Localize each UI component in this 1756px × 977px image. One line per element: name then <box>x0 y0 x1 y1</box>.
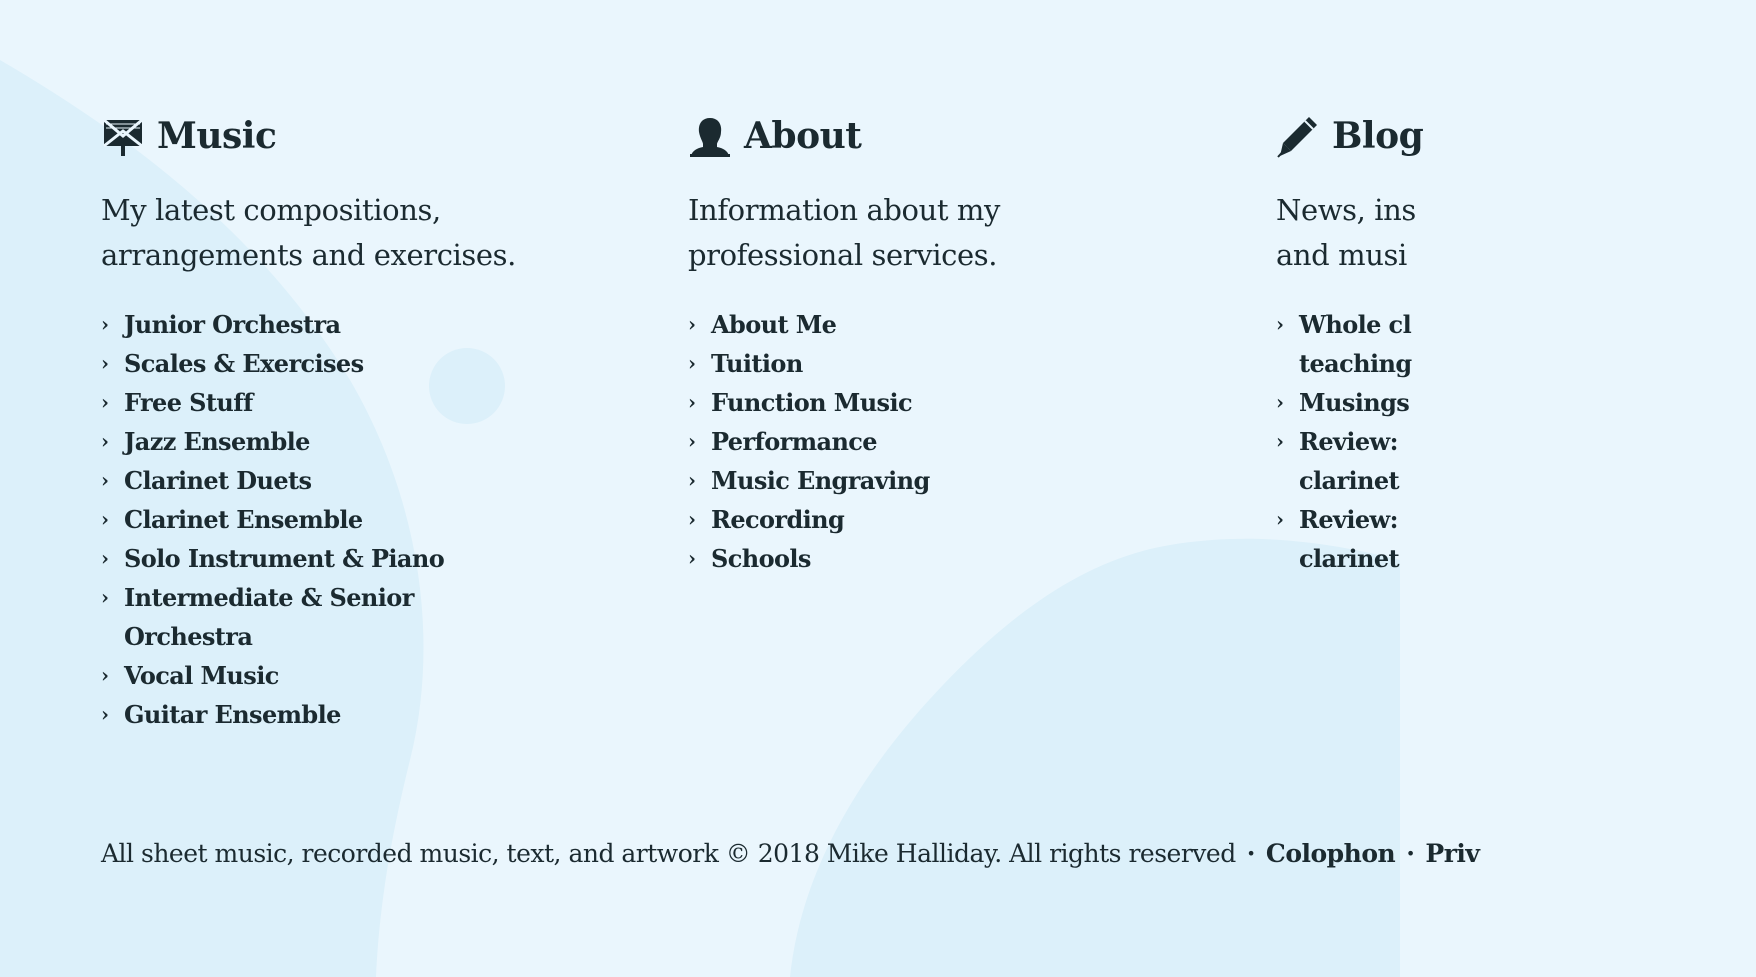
music-desc-line-1: My latest compositions, <box>101 193 441 227</box>
link-blog-post-1[interactable]: Whole cl teaching <box>1299 310 1412 378</box>
link-clarinet-duets[interactable]: Clarinet Duets <box>124 466 312 495</box>
chevron-right-icon: › <box>1276 312 1284 336</box>
link-intermediate-senior-orchestra[interactable]: Intermediate & Senior Orchestra <box>124 583 414 651</box>
separator-dot: · <box>1406 839 1415 868</box>
link-tuition[interactable]: Tuition <box>711 349 803 378</box>
separator-dot: · <box>1246 839 1255 868</box>
privacy-link[interactable]: Priv <box>1425 839 1480 868</box>
link-free-stuff[interactable]: Free Stuff <box>124 388 253 417</box>
blog-column <box>1276 108 1756 578</box>
list-item <box>688 422 1168 461</box>
chevron-right-icon: › <box>688 507 696 531</box>
blog-title: Blog <box>1332 115 1424 157</box>
list-item <box>688 383 1168 422</box>
about-title: About <box>744 115 862 157</box>
about-desc-line-1: Information about my <box>688 193 1001 227</box>
person-silhouette-icon <box>688 114 732 158</box>
list-item <box>101 539 581 578</box>
blog-heading[interactable] <box>1276 108 1756 164</box>
colophon-link[interactable]: Colophon <box>1265 839 1396 868</box>
chevron-right-icon: › <box>688 351 696 375</box>
chevron-right-icon: › <box>688 546 696 570</box>
chevron-right-icon: › <box>101 312 109 336</box>
music-heading[interactable] <box>101 108 581 164</box>
chevron-right-icon: › <box>101 663 109 687</box>
link-schools[interactable]: Schools <box>711 544 811 573</box>
link-clarinet-ensemble[interactable]: Clarinet Ensemble <box>124 505 363 534</box>
list-item <box>688 344 1168 383</box>
blog-description <box>1276 188 1756 278</box>
copyright-text: All sheet music, recorded music, text, and artwork © 2018 Mike Halliday. All rights reserved <box>101 839 1236 868</box>
list-item <box>688 539 1168 578</box>
list-item <box>1276 305 1756 383</box>
list-item <box>688 461 1168 500</box>
link-about-me[interactable]: About Me <box>711 310 837 339</box>
music-description <box>101 188 581 278</box>
blog-desc-line-2: and musi <box>1276 238 1407 272</box>
link-vocal-music[interactable]: Vocal Music <box>124 661 279 690</box>
chevron-right-icon: › <box>101 702 109 726</box>
blog-desc-line-1: News, ins <box>1276 193 1416 227</box>
list-item <box>101 344 581 383</box>
pen-icon <box>1276 114 1320 158</box>
list-item <box>1276 383 1756 422</box>
link-blog-post-2[interactable]: Musings <box>1299 388 1410 417</box>
chevron-right-icon: › <box>1276 390 1284 414</box>
about-description <box>688 188 1168 278</box>
chevron-right-icon: › <box>101 468 109 492</box>
chevron-right-icon: › <box>101 507 109 531</box>
chevron-right-icon: › <box>688 429 696 453</box>
link-blog-post-3[interactable]: Review: clarinet <box>1299 427 1400 495</box>
list-item <box>101 500 581 539</box>
link-recording[interactable]: Recording <box>711 505 845 534</box>
music-links-list <box>101 305 581 734</box>
list-item <box>101 461 581 500</box>
link-performance[interactable]: Performance <box>711 427 877 456</box>
link-scales-exercises[interactable]: Scales & Exercises <box>124 349 364 378</box>
link-function-music[interactable]: Function Music <box>711 388 913 417</box>
about-desc-line-2: professional services. <box>688 238 998 272</box>
about-links-list <box>688 305 1168 578</box>
chevron-right-icon: › <box>1276 429 1284 453</box>
music-title: Music <box>157 115 277 157</box>
list-item <box>1276 500 1756 578</box>
link-jazz-ensemble[interactable]: Jazz Ensemble <box>124 427 310 456</box>
about-heading[interactable] <box>688 108 1168 164</box>
link-blog-post-4[interactable]: Review: clarinet <box>1299 505 1400 573</box>
chevron-right-icon: › <box>688 468 696 492</box>
list-item <box>101 305 581 344</box>
music-desc-line-2: arrangements and exercises. <box>101 238 516 272</box>
link-solo-instrument-piano[interactable]: Solo Instrument & Piano <box>124 544 445 573</box>
list-item <box>101 422 581 461</box>
about-column <box>688 108 1168 578</box>
chevron-right-icon: › <box>101 585 109 609</box>
chevron-right-icon: › <box>101 351 109 375</box>
chevron-right-icon: › <box>688 390 696 414</box>
list-item <box>688 500 1168 539</box>
link-junior-orchestra[interactable]: Junior Orchestra <box>124 310 341 339</box>
music-column <box>101 108 581 734</box>
chevron-right-icon: › <box>1276 507 1284 531</box>
list-item <box>101 695 581 734</box>
list-item <box>688 305 1168 344</box>
chevron-right-icon: › <box>101 429 109 453</box>
list-item <box>101 578 581 656</box>
list-item <box>1276 422 1756 500</box>
list-item <box>101 656 581 695</box>
blog-links-list <box>1276 305 1756 578</box>
link-guitar-ensemble[interactable]: Guitar Ensemble <box>124 700 341 729</box>
footer-legal <box>101 834 1479 874</box>
chevron-right-icon: › <box>101 546 109 570</box>
chevron-right-icon: › <box>101 390 109 414</box>
list-item <box>101 383 581 422</box>
music-stand-icon <box>101 114 145 158</box>
chevron-right-icon: › <box>688 312 696 336</box>
link-music-engraving[interactable]: Music Engraving <box>711 466 930 495</box>
